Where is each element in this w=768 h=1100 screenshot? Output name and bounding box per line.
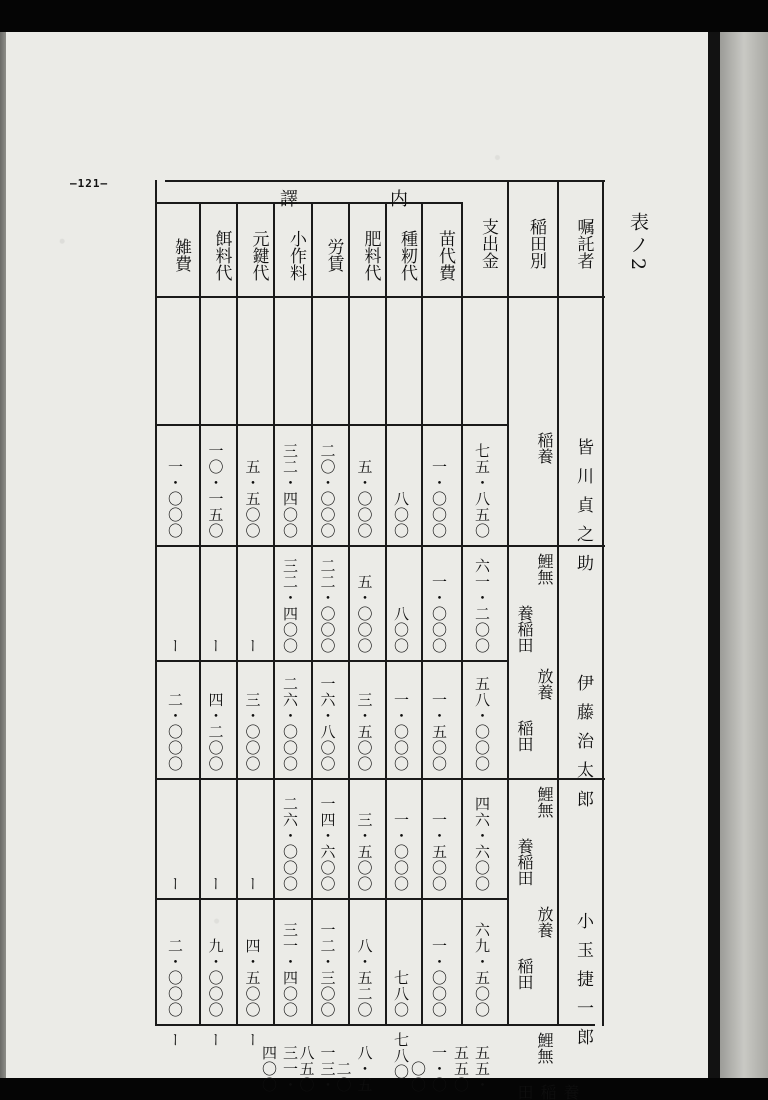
row-border [155, 778, 605, 780]
table-cell: 四・五〇〇 [243, 938, 262, 1018]
table-cell: 八・五二〇 [355, 938, 374, 1018]
table-cell: ー [206, 638, 225, 654]
breakdown-span-line [155, 202, 463, 204]
table-cell: 二・〇〇〇 [166, 692, 184, 772]
table-cell: 七八〇 [392, 1032, 410, 1080]
breakdown-header: 譯 [280, 189, 298, 210]
table-cell: ー [166, 876, 184, 892]
table-cell: 一六・八〇〇 [318, 676, 337, 772]
table-cell: 三二・四〇〇 [281, 558, 299, 654]
table-cell: 二二・〇〇〇 [318, 558, 337, 654]
row-border [155, 545, 605, 547]
table-cell: 四六・六〇〇 [473, 796, 491, 892]
column-border [199, 202, 201, 1026]
table-cell: 五八・〇〇〇 [473, 676, 491, 772]
field-kind: 稲養 [535, 432, 554, 464]
field-kind: 放養 [535, 668, 554, 700]
column-header: 小作料 [286, 229, 306, 281]
table-cell: ー [206, 1032, 225, 1048]
table-cell: 七八〇 [392, 970, 410, 1018]
table-cell: 一・〇〇〇 [392, 812, 410, 892]
row-border [155, 898, 507, 900]
table-cell: 一・〇〇〇 [430, 574, 448, 654]
table-cell: 一・〇〇〇 [409, 1045, 448, 1093]
column-header: 支出金 [478, 217, 498, 269]
column-header: 肥料代 [360, 229, 381, 281]
page-number: —121— [70, 177, 109, 190]
table-cell: 五・〇〇〇 [355, 574, 374, 654]
field-kind: 稲田 [515, 958, 534, 990]
column-header: 雑費 [171, 238, 191, 272]
table-cell: ー [166, 1032, 184, 1048]
grower-name: 皆川貞之助 [573, 438, 593, 583]
header-bottom-border [155, 296, 605, 298]
table-cell: 二・〇〇〇 [166, 938, 184, 1018]
table-cell: 一三・八五〇 [297, 1045, 337, 1093]
table-cell: 八〇〇 [392, 606, 410, 654]
table-cell: ー [243, 638, 262, 654]
table-cell: 八・五二〇 [334, 1045, 374, 1093]
next-page-edge [720, 32, 768, 1078]
column-border [507, 180, 509, 1026]
field-kind: 放養 [535, 906, 554, 938]
field-kind: 養稲田 [515, 605, 534, 653]
column-border [461, 202, 463, 1026]
field-kind: 鯉無 [535, 786, 554, 818]
table-cell: 二六・〇〇〇 [281, 676, 299, 772]
table-cell: 一・〇〇〇 [430, 938, 448, 1018]
field-kind: 鯉無 [535, 1032, 554, 1064]
column-border [311, 202, 313, 1026]
column-header: 種籾代 [397, 229, 417, 281]
table-cell: 六九・五〇〇 [473, 922, 491, 1018]
field-kind: 鯉無 [535, 553, 554, 585]
table-cell: ー [243, 876, 262, 892]
table-title: 表ノ2 [627, 212, 649, 275]
table-cell: 三・五〇〇 [355, 692, 374, 772]
column-border [236, 202, 238, 1026]
table-cell: 五・〇〇〇 [355, 459, 374, 539]
grower-name: 伊藤治太郎 [573, 674, 593, 819]
table-cell: 三二・四〇〇 [281, 443, 299, 539]
page-edge [708, 32, 720, 1078]
table-cell: 一・〇〇〇 [430, 459, 448, 539]
column-header: 元鍵代 [248, 229, 269, 281]
column-border [348, 202, 350, 1026]
table-cell: ー [243, 1032, 262, 1048]
table-cell: 一・五〇〇 [430, 692, 448, 772]
table-cell: ー [206, 876, 225, 892]
table-cell: 一四・六〇〇 [318, 796, 337, 892]
column-border [421, 202, 423, 1026]
column-header: 嘱託者 [573, 217, 594, 269]
table-cell: 五・五〇〇 [243, 459, 262, 539]
table-cell: 一二・三〇〇 [318, 922, 337, 1018]
table-cell: ー [166, 638, 184, 654]
column-header: 餌料代 [211, 229, 232, 281]
table-cell: 二六・〇〇〇 [281, 796, 299, 892]
table-cell: 一・〇〇〇 [392, 692, 410, 772]
grower-name: 小玉捷一郎 [573, 912, 593, 1057]
field-kind: 稲田 [515, 720, 534, 752]
table-cell: 八〇〇 [392, 491, 410, 539]
column-border [557, 180, 559, 1026]
table-cell: 七五・八五〇 [473, 443, 491, 539]
column-border [602, 180, 604, 1026]
table-cell: 一・五〇〇 [430, 812, 448, 892]
column-border [273, 202, 275, 1026]
table-cell: 三・〇〇〇 [243, 692, 262, 772]
table-cell: 一〇・一五〇 [206, 443, 225, 539]
table-cell: 四・二〇〇 [206, 692, 225, 772]
table-cell: 三・五〇〇 [355, 812, 374, 892]
field-kind: 養稲田 [515, 838, 534, 886]
table-cell: 三一・四〇〇 [260, 1045, 299, 1093]
table-cell: 一・〇〇〇 [166, 459, 184, 539]
field-kind: 養稲田 [515, 1084, 580, 1100]
table-cell: 二〇・〇〇〇 [318, 443, 337, 539]
column-border [385, 202, 387, 1026]
breakdown-header: 内 [390, 189, 408, 210]
column-header: 苗代費 [435, 229, 455, 281]
table-cell: 六一・二〇〇 [473, 558, 491, 654]
row-border [155, 660, 507, 662]
table-top-border [165, 180, 605, 182]
table-cell: 五五・五五〇 [452, 1045, 491, 1093]
column-header: 稲田別 [526, 217, 546, 269]
row-border [155, 424, 507, 426]
table-cell: 三一・四〇〇 [281, 922, 299, 1018]
column-header: 労賃 [323, 238, 344, 272]
table-bottom-border [155, 1024, 595, 1026]
table-cell: 九・〇〇〇 [206, 938, 225, 1018]
